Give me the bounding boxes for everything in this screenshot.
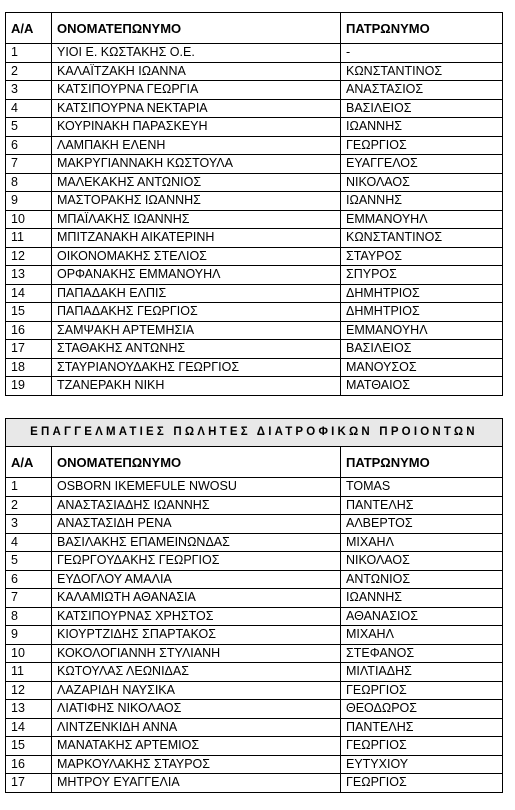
- cell-patronymic: ΒΑΣΙΛΕΙΟΣ: [341, 99, 503, 118]
- cell-number: 7: [6, 155, 52, 174]
- cell-fullname: ΜΑΚΡΥΓΙΑΝΝΑΚΗ ΚΩΣΤΟΥΛΑ: [52, 155, 341, 174]
- table-row: [6, 755, 503, 774]
- column-header-fullname: ΟΝΟΜΑΤΕΠΩΝΥΜΟ: [52, 447, 341, 478]
- cell-fullname: ΓΕΩΡΓΟΥΔΑΚΗΣ ΓΕΩΡΓΙΟΣ: [52, 552, 341, 571]
- table-row: [6, 99, 503, 118]
- cell-patronymic: ΕΥΤΥΧΙΟΥ: [341, 755, 503, 774]
- cell-number: 10: [6, 644, 52, 663]
- table-row: [6, 515, 503, 534]
- table-row: [6, 496, 503, 515]
- cell-number: 2: [6, 62, 52, 81]
- cell-patronymic: ΜΑΝΟΥΣΟΣ: [341, 358, 503, 377]
- column-header-aa: Α/Α: [6, 447, 52, 478]
- cell-number: 11: [6, 229, 52, 248]
- cell-patronymic: ΒΑΣΙΛΕΙΟΣ: [341, 340, 503, 359]
- table-row: [6, 340, 503, 359]
- cell-number: 17: [6, 774, 52, 793]
- cell-patronymic: ΑΘΑΝΑΣΙΟΣ: [341, 607, 503, 626]
- table-row: [6, 284, 503, 303]
- cell-number: 1: [6, 44, 52, 63]
- table-row: [6, 118, 503, 137]
- cell-number: 7: [6, 589, 52, 608]
- cell-fullname: ΠΑΠΑΔΑΚΗΣ ΓΕΩΡΓΙΟΣ: [52, 303, 341, 322]
- cell-patronymic: ΑΝΑΣΤΑΣΙΟΣ: [341, 81, 503, 100]
- cell-fullname: OSBORN IKEMEFULE NWOSU: [52, 478, 341, 497]
- cell-number: 13: [6, 266, 52, 285]
- cell-number: 9: [6, 626, 52, 645]
- cell-fullname: ΚΟΥΡΙΝΑΚΗ ΠΑΡΑΣΚΕΥΗ: [52, 118, 341, 137]
- cell-fullname: ΟΙΚΟΝΟΜΑΚΗΣ ΣΤΕΛΙΟΣ: [52, 247, 341, 266]
- cell-number: 3: [6, 81, 52, 100]
- cell-number: 2: [6, 496, 52, 515]
- cell-fullname: ΠΑΠΑΔΑΚΗ ΕΛΠΙΣ: [52, 284, 341, 303]
- cell-fullname: ΤΖΑΝΕΡΑΚΗ ΝΙΚΗ: [52, 377, 341, 396]
- cell-patronymic: ΓΕΩΡΓΙΟΣ: [341, 737, 503, 756]
- cell-patronymic: ΚΩΝΣΤΑΝΤΙΝΟΣ: [341, 62, 503, 81]
- cell-patronymic: ΠΑΝΤΕΛΗΣ: [341, 718, 503, 737]
- cell-patronymic: TOMAS: [341, 478, 503, 497]
- table-row: [6, 607, 503, 626]
- section-title: ΕΠΑΓΓΕΛΜΑΤΙΕΣ ΠΩΛΗΤΕΣ ΔΙΑΤΡΟΦΙΚΩΝ ΠΡΟΙΟΝΤΩΝ: [6, 419, 503, 447]
- table-row: [6, 552, 503, 571]
- cell-number: 18: [6, 358, 52, 377]
- cell-fullname: ΒΑΣΙΛΑΚΗΣ ΕΠΑΜΕΙΝΩΝΔΑΣ: [52, 533, 341, 552]
- table-row: [6, 266, 503, 285]
- cell-number: 5: [6, 118, 52, 137]
- cell-number: 6: [6, 136, 52, 155]
- table-row: [6, 533, 503, 552]
- section-title-row: [6, 419, 503, 447]
- cell-patronymic: ΕΥΑΓΓΕΛΟΣ: [341, 155, 503, 174]
- cell-number: 15: [6, 303, 52, 322]
- table-row: [6, 44, 503, 63]
- cell-fullname: ΚΑΤΣΙΠΟΥΡΝΑΣ ΧΡΗΣΤΟΣ: [52, 607, 341, 626]
- cell-patronymic: ΓΕΩΡΓΙΟΣ: [341, 136, 503, 155]
- cell-number: 4: [6, 533, 52, 552]
- cell-patronymic: ΠΑΝΤΕΛΗΣ: [341, 496, 503, 515]
- cell-number: 12: [6, 681, 52, 700]
- cell-number: 15: [6, 737, 52, 756]
- cell-fullname: ΜΗΤΡΟΥ ΕΥΑΓΓΕΛΙΑ: [52, 774, 341, 793]
- cell-fullname: ΜΠΙΤΖΑΝΑΚΗ ΑΙΚΑΤΕΡΙΝΗ: [52, 229, 341, 248]
- cell-fullname: ΚΩΤΟΥΛΑΣ ΛΕΩΝΙΔΑΣ: [52, 663, 341, 682]
- cell-fullname: ΑΝΑΣΤΑΣΙΑΔΗΣ ΙΩΑΝΝΗΣ: [52, 496, 341, 515]
- cell-patronymic: ΑΝΤΩΝΙΟΣ: [341, 570, 503, 589]
- table-row: [6, 247, 503, 266]
- column-header-aa: Α/Α: [6, 13, 52, 44]
- cell-fullname: ΥΙΟΙ Ε. ΚΩΣΤΑΚΗΣ Ο.Ε.: [52, 44, 341, 63]
- cell-patronymic: ΙΩΑΝΝΗΣ: [341, 118, 503, 137]
- cell-fullname: ΕΥΔΟΓΛΟΥ ΑΜΑΛΙΑ: [52, 570, 341, 589]
- table-row: [6, 192, 503, 211]
- sellers-table-1: [5, 12, 503, 396]
- column-header-fullname: ΟΝΟΜΑΤΕΠΩΝΥΜΟ: [52, 13, 341, 44]
- cell-patronymic: ΜΑΤΘΑΙΟΣ: [341, 377, 503, 396]
- cell-fullname: ΚΟΚΟΛΟΓΙΑΝΝΗ ΣΤΥΛΙΑΝΗ: [52, 644, 341, 663]
- cell-fullname: ΜΑΣΤΟΡΑΚΗΣ ΙΩΑΝΝΗΣ: [52, 192, 341, 211]
- cell-fullname: ΛΑΜΠΑΚΗ ΕΛΕΝΗ: [52, 136, 341, 155]
- table-row: [6, 358, 503, 377]
- cell-number: 16: [6, 755, 52, 774]
- cell-number: 10: [6, 210, 52, 229]
- column-header-patronymic: ΠΑΤΡΩΝΥΜΟ: [341, 447, 503, 478]
- cell-patronymic: -: [341, 44, 503, 63]
- cell-number: 8: [6, 173, 52, 192]
- table-row: [6, 626, 503, 645]
- cell-patronymic: ΜΙΧΑΗΛ: [341, 533, 503, 552]
- cell-fullname: ΚΙΟΥΡΤΖΙΔΗΣ ΣΠΑΡΤΑΚΟΣ: [52, 626, 341, 645]
- cell-fullname: ΛΙΑΤΙΦΗΣ ΝΙΚΟΛΑΟΣ: [52, 700, 341, 719]
- table-row: [6, 570, 503, 589]
- cell-fullname: ΛΑΖΑΡΙΔΗ ΝΑΥΣΙΚΑ: [52, 681, 341, 700]
- cell-patronymic: ΔΗΜΗΤΡΙΟΣ: [341, 284, 503, 303]
- cell-patronymic: ΜΙΛΤΙΑΔΗΣ: [341, 663, 503, 682]
- table-row: [6, 136, 503, 155]
- table-row: [6, 663, 503, 682]
- cell-patronymic: ΙΩΑΝΝΗΣ: [341, 192, 503, 211]
- table-row: [6, 210, 503, 229]
- cell-patronymic: ΣΠΥΡΟΣ: [341, 266, 503, 285]
- cell-patronymic: ΜΙΧΑΗΛ: [341, 626, 503, 645]
- table-row: [6, 718, 503, 737]
- cell-fullname: ΚΑΛΑΜΙΩΤΗ ΑΘΑΝΑΣΙΑ: [52, 589, 341, 608]
- cell-fullname: ΚΑΤΣΙΠΟΥΡΝΑ ΓΕΩΡΓΙΑ: [52, 81, 341, 100]
- cell-number: 4: [6, 99, 52, 118]
- cell-number: 14: [6, 718, 52, 737]
- cell-number: 11: [6, 663, 52, 682]
- table-body: [6, 478, 503, 793]
- cell-patronymic: ΓΕΩΡΓΙΟΣ: [341, 681, 503, 700]
- cell-fullname: ΟΡΦΑΝΑΚΗΣ ΕΜΜΑΝΟΥΗΛ: [52, 266, 341, 285]
- cell-number: 5: [6, 552, 52, 571]
- cell-patronymic: ΕΜΜΑΝΟΥΗΛ: [341, 321, 503, 340]
- cell-patronymic: ΑΛΒΕΡΤΟΣ: [341, 515, 503, 534]
- cell-number: 8: [6, 607, 52, 626]
- cell-fullname: ΜΠΑΪΛΑΚΗΣ ΙΩΑΝΝΗΣ: [52, 210, 341, 229]
- table-row: [6, 644, 503, 663]
- cell-patronymic: ΣΤΑΥΡΟΣ: [341, 247, 503, 266]
- cell-patronymic: ΚΩΝΣΤΑΝΤΙΝΟΣ: [341, 229, 503, 248]
- cell-fullname: ΣΑΜΨΑΚΗ ΑΡΤΕΜΗΣΙΑ: [52, 321, 341, 340]
- column-header-patronymic: ΠΑΤΡΩΝΥΜΟ: [341, 13, 503, 44]
- cell-fullname: ΜΑΡΚΟΥΛΑΚΗΣ ΣΤΑΥΡΟΣ: [52, 755, 341, 774]
- cell-number: 9: [6, 192, 52, 211]
- table-row: [6, 321, 503, 340]
- cell-patronymic: ΔΗΜΗΤΡΙΟΣ: [341, 303, 503, 322]
- table-row: [6, 478, 503, 497]
- table-header-row: [6, 447, 503, 478]
- table-row: [6, 681, 503, 700]
- cell-fullname: ΣΤΑΥΡΙΑΝΟΥΔΑΚΗΣ ΓΕΩΡΓΙΟΣ: [52, 358, 341, 377]
- cell-patronymic: ΣΤΕΦΑΝΟΣ: [341, 644, 503, 663]
- table-row: [6, 173, 503, 192]
- cell-patronymic: ΕΜΜΑΝΟΥΗΛ: [341, 210, 503, 229]
- cell-number: 14: [6, 284, 52, 303]
- table-row: [6, 62, 503, 81]
- cell-fullname: ΚΑΤΣΙΠΟΥΡΝΑ ΝΕΚΤΑΡΙΑ: [52, 99, 341, 118]
- cell-number: 13: [6, 700, 52, 719]
- cell-patronymic: ΝΙΚΟΛΑΟΣ: [341, 173, 503, 192]
- table-body: [6, 44, 503, 396]
- cell-number: 1: [6, 478, 52, 497]
- table-row: [6, 229, 503, 248]
- table-row: [6, 155, 503, 174]
- cell-fullname: ΚΑΛΑΪΤΖΑΚΗ ΙΩΑΝΝΑ: [52, 62, 341, 81]
- cell-number: 16: [6, 321, 52, 340]
- cell-number: 19: [6, 377, 52, 396]
- table-row: [6, 700, 503, 719]
- cell-number: 3: [6, 515, 52, 534]
- food-products-sellers-table: [5, 418, 503, 793]
- cell-number: 17: [6, 340, 52, 359]
- table-header-row: [6, 13, 503, 44]
- table-row: [6, 303, 503, 322]
- table-row: [6, 81, 503, 100]
- cell-fullname: ΜΑΛΕΚΑΚΗΣ ΑΝΤΩΝΙΟΣ: [52, 173, 341, 192]
- cell-fullname: ΛΙΝΤΖΕΝΚΙΔΗ ΑΝΝΑ: [52, 718, 341, 737]
- table-row: [6, 377, 503, 396]
- cell-number: 6: [6, 570, 52, 589]
- cell-fullname: ΣΤΑΘΑΚΗΣ ΑΝΤΩΝΗΣ: [52, 340, 341, 359]
- cell-number: 12: [6, 247, 52, 266]
- cell-patronymic: ΙΩΑΝΝΗΣ: [341, 589, 503, 608]
- table-row: [6, 589, 503, 608]
- cell-fullname: ΑΝΑΣΤΑΣΙΔΗ ΡΕΝΑ: [52, 515, 341, 534]
- table-row: [6, 737, 503, 756]
- cell-patronymic: ΘΕΟΔΩΡΟΣ: [341, 700, 503, 719]
- cell-patronymic: ΓΕΩΡΓΙΟΣ: [341, 774, 503, 793]
- cell-fullname: ΜΑΝΑΤΑΚΗΣ ΑΡΤΕΜΙΟΣ: [52, 737, 341, 756]
- cell-patronymic: ΝΙΚΟΛΑΟΣ: [341, 552, 503, 571]
- table-row: [6, 774, 503, 793]
